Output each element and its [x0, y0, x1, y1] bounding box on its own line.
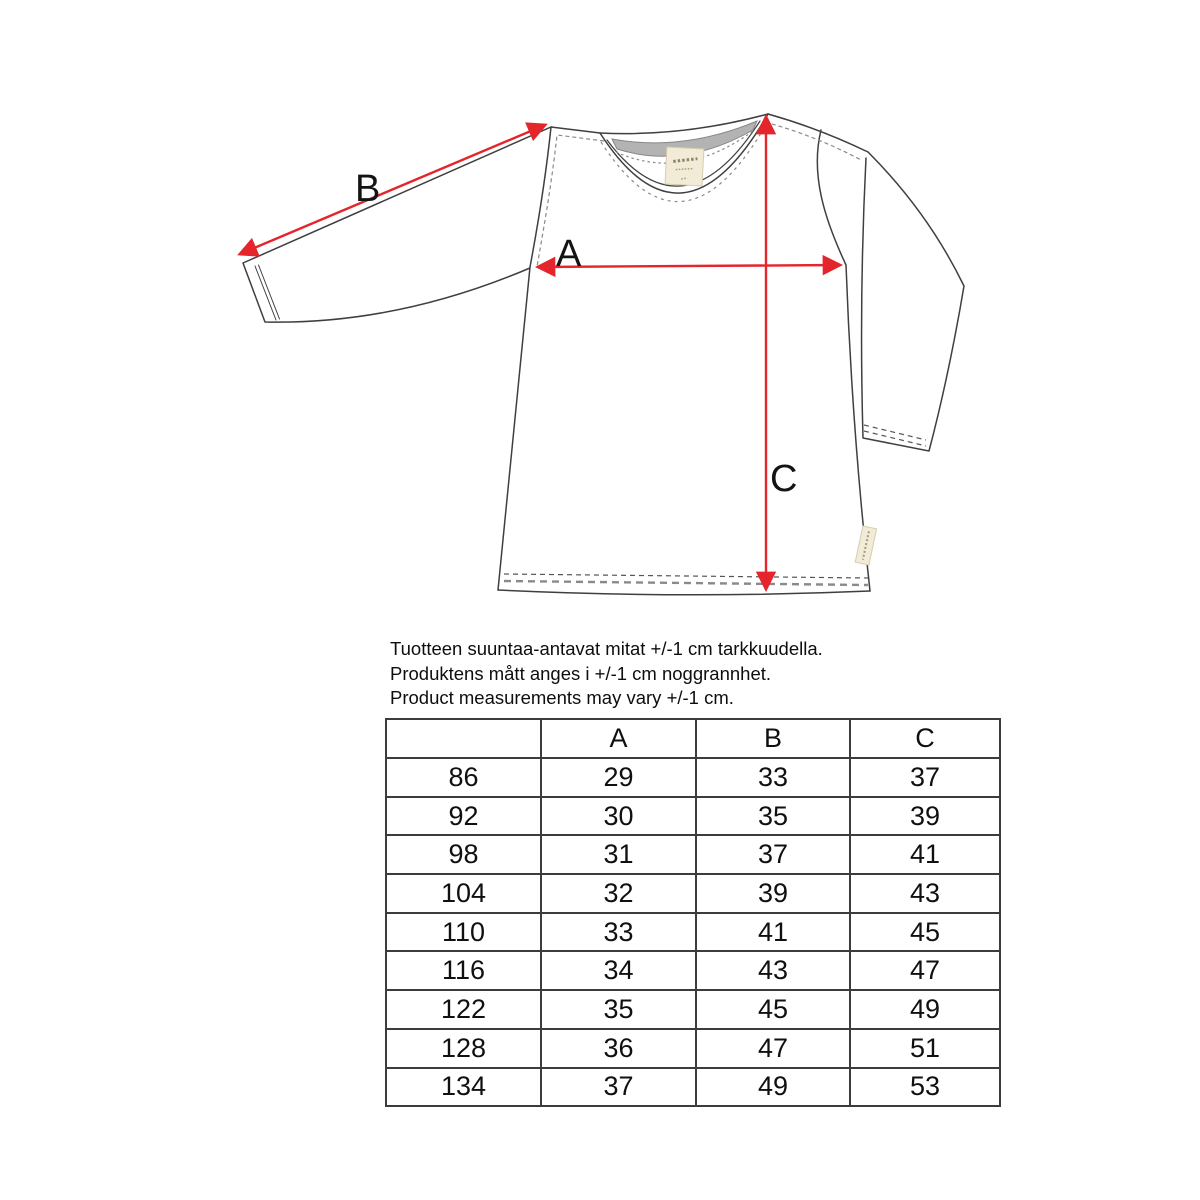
body-left-edge — [498, 127, 600, 590]
right-shoulder-stitch — [765, 122, 861, 160]
size-cell: 45 — [696, 990, 850, 1029]
size-row — [386, 990, 1000, 1029]
size-cell: 41 — [850, 835, 1000, 874]
size-cell: 34 — [541, 951, 696, 990]
size-cell: 36 — [541, 1029, 696, 1068]
size-cell: 33 — [696, 758, 850, 797]
size-cell: 37 — [541, 1068, 696, 1107]
size-cell: 30 — [541, 797, 696, 836]
size-cell: 45 — [850, 913, 1000, 952]
size-cell: 92 — [386, 797, 541, 836]
header-size — [386, 719, 541, 758]
size-cell: 51 — [850, 1029, 1000, 1068]
size-cell: 86 — [386, 758, 541, 797]
left-cuff-stitch — [255, 265, 280, 320]
measure-arrow-a — [538, 265, 840, 267]
size-cell: 128 — [386, 1029, 541, 1068]
size-row — [386, 951, 1000, 990]
left-sleeve — [243, 127, 551, 322]
size-cell: 29 — [541, 758, 696, 797]
size-cell: 43 — [696, 951, 850, 990]
size-row — [386, 913, 1000, 952]
side-hem-tag — [855, 526, 876, 565]
size-cell: 35 — [541, 990, 696, 1029]
size-cell: 122 — [386, 990, 541, 1029]
size-cell: 37 — [850, 758, 1000, 797]
size-cell: 32 — [541, 874, 696, 913]
label-a: A — [556, 233, 582, 275]
size-cell: 53 — [850, 1068, 1000, 1107]
shirt-outline — [243, 114, 964, 595]
right-cuff-stitch — [864, 425, 926, 446]
size-cell: 39 — [850, 797, 1000, 836]
size-row — [386, 797, 1000, 836]
header-a: A — [541, 719, 696, 758]
size-cell: 98 — [386, 835, 541, 874]
measurement-notes — [390, 637, 823, 711]
size-table — [385, 718, 1001, 1107]
note-finnish: Tuotteen suuntaa-antavat mitat +/-1 cm tarkkuudella. — [390, 638, 823, 659]
size-cell: 110 — [386, 913, 541, 952]
size-cell: 43 — [850, 874, 1000, 913]
label-b: B — [355, 168, 381, 210]
size-cell: 49 — [696, 1068, 850, 1107]
size-cell: 37 — [696, 835, 850, 874]
size-cell: 104 — [386, 874, 541, 913]
header-b: B — [696, 719, 850, 758]
size-cell: 47 — [696, 1029, 850, 1068]
size-table-header-row — [386, 719, 1000, 758]
hem-stitch-dark — [504, 574, 868, 578]
size-cell: 41 — [696, 913, 850, 952]
hem-stitch-gray — [504, 581, 868, 585]
size-row — [386, 1068, 1000, 1107]
size-cell: 35 — [696, 797, 850, 836]
measure-arrows — [240, 117, 840, 589]
header-c: C — [850, 719, 1000, 758]
size-cell: 33 — [541, 913, 696, 952]
note-swedish: Produktens mått anges i +/-1 cm noggrannhet. — [390, 662, 772, 684]
size-cell: 134 — [386, 1068, 541, 1107]
measure-letters — [355, 168, 797, 500]
note-english: Product measurements may vary +/-1 cm. — [390, 687, 734, 709]
size-cell: 39 — [696, 874, 850, 913]
size-cell: 31 — [541, 835, 696, 874]
measure-arrow-b — [240, 125, 545, 254]
hem-edge — [498, 590, 870, 595]
size-cell: 49 — [850, 990, 1000, 1029]
label-c: C — [770, 458, 798, 500]
neck-brand-label — [665, 147, 704, 186]
size-row — [386, 835, 1000, 874]
size-row — [386, 1029, 1000, 1068]
right-sleeve — [862, 152, 964, 451]
size-row — [386, 874, 1000, 913]
size-cell: 47 — [850, 951, 1000, 990]
size-cell: 116 — [386, 951, 541, 990]
size-row — [386, 758, 1000, 797]
